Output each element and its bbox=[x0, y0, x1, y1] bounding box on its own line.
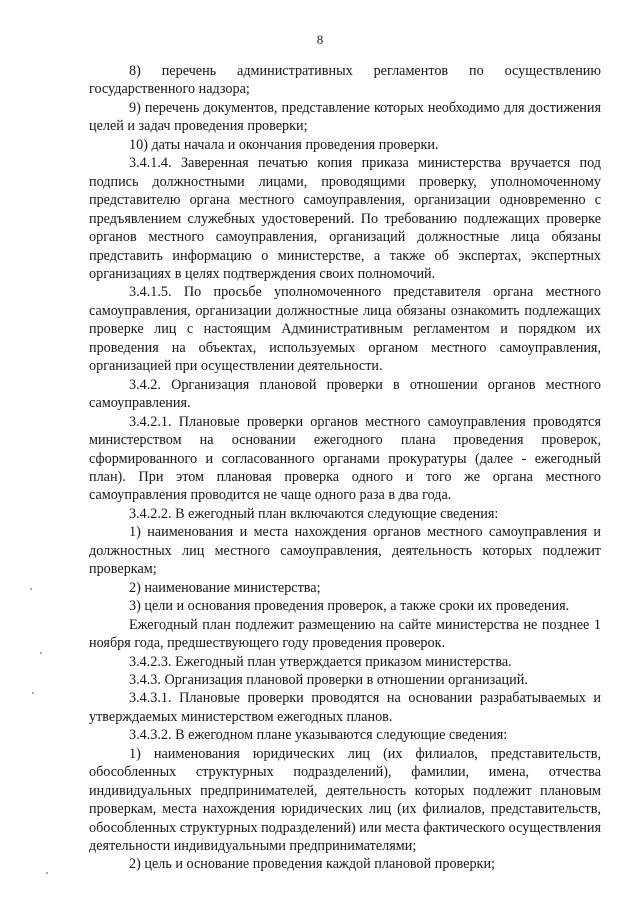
paragraph-3-4-3-1: 3.4.3.1. Плановые проверки проводятся на основании разрабатываемых и утверждаемых министерством ежегодных планов. bbox=[89, 690, 601, 725]
list-item-2: 2) наименование министерства; bbox=[129, 579, 321, 596]
list-item-1-organizations: 1) наименования юридических лиц (их филиалов, представительств, обособленных структурных подразделений), фамилии, имена, отчества индивидуальных предпринимателей, деятельность которых подлежит плановым проверкам, места нахождения юридических лиц (их филиалов, представительств, обособленных структурных подразделений) или места фактического осуществления деятельности индивидуальными предпринимателями; bbox=[89, 745, 601, 855]
paragraph-3-4-3-2: 3.4.3.2. В ежегодном плане указываются следующие сведения: bbox=[129, 727, 508, 744]
section-heading-3-4-2: 3.4.2. Организация плановой проверки в отношении органов местного самоуправления. bbox=[89, 376, 601, 412]
scan-speck bbox=[46, 872, 48, 874]
list-item-3: 3) цели и основания проведения проверок, а также сроки их проведения. bbox=[129, 598, 570, 615]
list-item-1: 1) наименования и места нахождения органов местного самоуправления и должностных лиц местного самоуправления, деятельность которых подлежит проверкам; bbox=[89, 524, 601, 578]
paragraph-3-4-2-3: 3.4.2.3. Ежегодный план утверждается приказом министерства. bbox=[129, 653, 512, 670]
scan-speck bbox=[40, 652, 42, 654]
page-number: 8 bbox=[316, 32, 324, 47]
document-body bbox=[89, 62, 601, 874]
paragraph-annual-plan-publication: Ежегодный план подлежит размещению на сайте министерства не позднее 1 ноября года, предшествующего году проведения проверок. bbox=[89, 616, 601, 652]
paragraph-3-4-2-2: 3.4.2.2. В ежегодный план включаются следующие сведения: bbox=[129, 505, 499, 522]
paragraph-item-9: 9) перечень документов, представление которых необходимо для достижения целей и задач проведения проверки; bbox=[89, 99, 601, 135]
paragraph-item-8: 8) перечень административных регламентов по осуществлению государственного надзора; bbox=[89, 63, 601, 98]
paragraph-3-4-1-4: 3.4.1.4. Заверенная печатью копия приказа министерства вручается под подпись должностными лицами, проводящими проверку, уполномоченному представителю органа местного самоуправления, организации одновременно с предъявлением служебных удостоверений. По требованию подлежащих проверке органов местного самоуправления, организаций должностные лица обязаны представить информацию о министерстве, а также об экспертах, экспертных организациях в целях подтверждения своих полномочий. bbox=[89, 155, 601, 282]
scan-speck bbox=[30, 588, 32, 590]
paragraph-item-10: 10) даты начала и окончания проведения проверки. bbox=[129, 136, 439, 153]
paragraph-3-4-1-5: 3.4.1.5. По просьбе уполномоченного представителя органа местного самоуправления, организации должностные лица обязаны ознакомить подлежащих проверке лиц с настоящим Административным регламентом и порядком их проведения на объектах, используемых органом местного самоуправления, организацией при осуществлении деятельности. bbox=[89, 284, 601, 375]
list-item-2-purpose: 2) цель и основание проведения каждой плановой проверки; bbox=[129, 856, 495, 873]
paragraph-3-4-2-1: 3.4.2.1. Плановые проверки органов местного самоуправления проводятся министерством на основании ежегодного плана проведения проверок, сформированного и согласованного органами прокуратуры (далее - ежегодный план). При этом плановая проверка одного и того же органа местного самоуправления проводится не чаще одного раза в два года. bbox=[89, 413, 601, 504]
section-heading-3-4-3: 3.4.3. Организация плановой проверки в отношении организаций. bbox=[129, 671, 528, 688]
scan-speck bbox=[32, 692, 34, 694]
